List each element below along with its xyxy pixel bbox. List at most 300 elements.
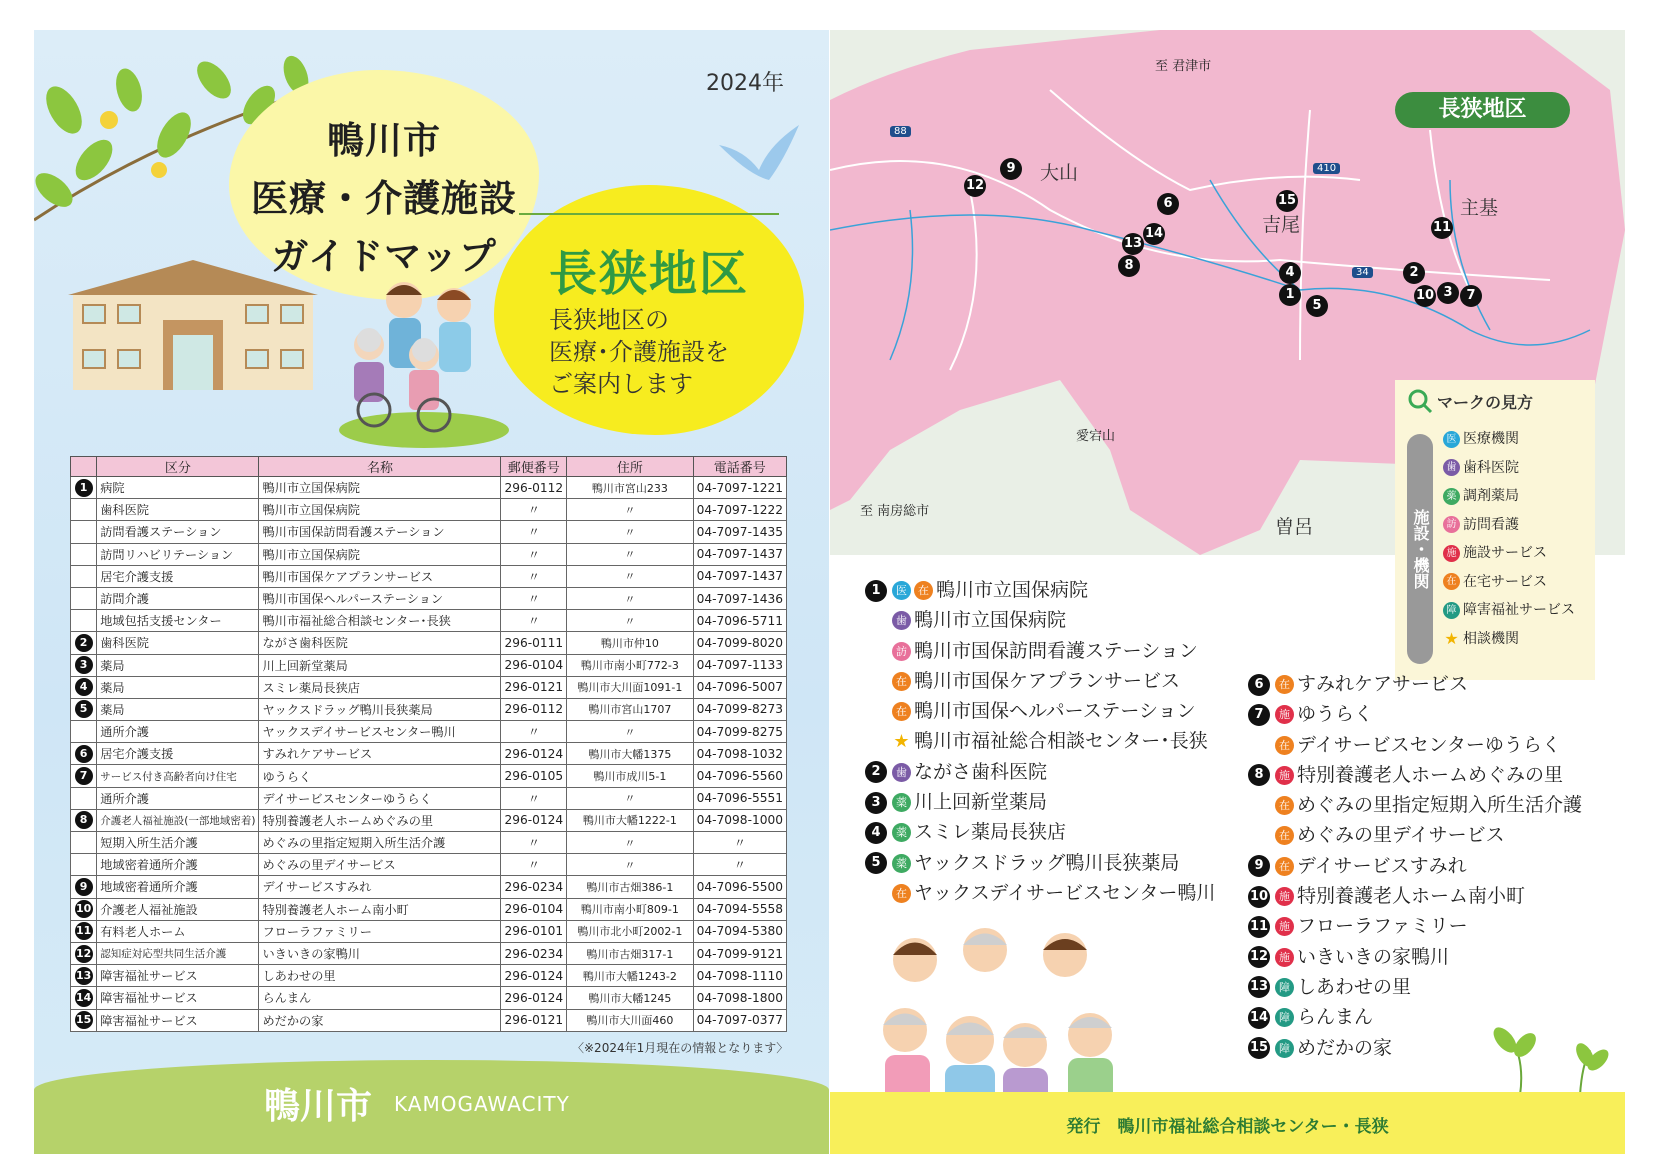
legend-mark-icon: 薬 bbox=[1443, 488, 1460, 505]
row-number bbox=[71, 521, 97, 543]
row-zip: 296-0105 bbox=[501, 765, 567, 787]
row-kubun: 薬局 bbox=[97, 654, 259, 676]
facility-number-badge: 1 bbox=[865, 580, 887, 602]
row-number bbox=[71, 832, 97, 854]
row-name: らんまん bbox=[259, 987, 501, 1009]
row-address: 鴨川市大幡1245 bbox=[567, 987, 694, 1009]
row-name: 鴨川市立国保病院 bbox=[259, 477, 501, 499]
row-number bbox=[71, 920, 97, 942]
row-address: 〃 bbox=[567, 854, 694, 876]
row-address: 鴨川市成川5-1 bbox=[567, 765, 694, 787]
row-address: 鴨川市大川面1091-1 bbox=[567, 676, 694, 698]
row-tel: 04-7097-0377 bbox=[693, 1009, 786, 1031]
facility-type-icon: 歯 bbox=[892, 763, 911, 782]
row-tel: 04-7096-5500 bbox=[693, 876, 786, 898]
row-tel: 04-7097-1436 bbox=[693, 587, 786, 609]
row-name: いきいきの家鴨川 bbox=[259, 942, 501, 964]
row-number bbox=[71, 565, 97, 587]
facility-type-icon: 訪 bbox=[892, 642, 911, 661]
facility-list-item bbox=[1248, 790, 1582, 820]
row-address: 鴨川市大幡1243-2 bbox=[567, 965, 694, 987]
row-zip: 296-0121 bbox=[501, 676, 567, 698]
area-badge bbox=[494, 185, 804, 435]
table-row bbox=[71, 942, 787, 964]
table-row bbox=[71, 477, 787, 499]
row-kubun: 居宅介護支援 bbox=[97, 743, 259, 765]
legend-label: 障害福祉サービス bbox=[1463, 602, 1575, 618]
facility-list-item bbox=[865, 605, 1215, 635]
row-kubun: サービス付き高齢者向け住宅 bbox=[97, 765, 259, 787]
row-number-badge: 5 bbox=[75, 700, 93, 718]
row-name: すみれケアサービス bbox=[259, 743, 501, 765]
facility-type-icon: 薬 bbox=[892, 823, 911, 842]
badge-line-3: ご案内します bbox=[549, 370, 693, 398]
row-kubun: 訪問介護 bbox=[97, 587, 259, 609]
facility-type-icon: 在 bbox=[914, 581, 933, 600]
row-name: フローラファミリー bbox=[259, 920, 501, 942]
table-row bbox=[71, 676, 787, 698]
facility-name: いきいきの家鴨川 bbox=[1297, 945, 1450, 968]
place-oyama: 大山 bbox=[1040, 162, 1079, 184]
year-label: 2024年 bbox=[706, 71, 784, 96]
row-kubun: 薬局 bbox=[97, 698, 259, 720]
row-kubun: 薬局 bbox=[97, 676, 259, 698]
facility-name: 鴨川市福祉総合相談センター･長狭 bbox=[914, 730, 1208, 753]
facility-list-item bbox=[1248, 881, 1582, 911]
legend-label: 施設サービス bbox=[1463, 545, 1547, 561]
map-pin-11: 11 bbox=[1431, 217, 1453, 239]
facility-name: フローラファミリー bbox=[1297, 915, 1468, 938]
place-yoshio: 吉尾 bbox=[1262, 214, 1301, 236]
place-soro: 曽呂 bbox=[1275, 516, 1314, 538]
legend-mark-icon: 障 bbox=[1443, 602, 1460, 619]
row-name: しあわせの里 bbox=[259, 965, 501, 987]
row-kubun: 障害福祉サービス bbox=[97, 965, 259, 987]
building-illustration bbox=[68, 260, 318, 390]
sprout-illustration bbox=[1490, 1015, 1610, 1095]
row-number bbox=[71, 543, 97, 565]
row-address: 〃 bbox=[567, 587, 694, 609]
table-row bbox=[71, 787, 787, 809]
facility-name: めぐみの里デイサービス bbox=[1297, 824, 1505, 847]
row-tel: 04-7099-8273 bbox=[693, 698, 786, 720]
facility-name: スミレ薬局長狭店 bbox=[914, 821, 1067, 844]
route-88: 88 bbox=[890, 126, 911, 137]
row-number-badge: 3 bbox=[75, 656, 93, 674]
row-number bbox=[71, 698, 97, 720]
row-tel: 04-7096-5551 bbox=[693, 787, 786, 809]
legend-label: 歯科医院 bbox=[1463, 459, 1519, 476]
table-row bbox=[71, 809, 787, 831]
legend-item bbox=[1443, 542, 1547, 562]
row-number bbox=[71, 809, 97, 831]
row-kubun: 通所介護 bbox=[97, 721, 259, 743]
row-zip: 〃 bbox=[501, 543, 567, 565]
route-410: 410 bbox=[1313, 163, 1340, 174]
facility-list-item bbox=[1248, 669, 1582, 699]
row-zip: 296-0112 bbox=[501, 698, 567, 720]
row-number bbox=[71, 942, 97, 964]
facility-type-icon: 薬 bbox=[892, 793, 911, 812]
direction-minamiboso: 至 南房総市 bbox=[860, 504, 930, 519]
row-zip: 296-0101 bbox=[501, 920, 567, 942]
row-address: 鴨川市大川面460 bbox=[567, 1009, 694, 1031]
row-zip: 〃 bbox=[501, 499, 567, 521]
row-address: 〃 bbox=[567, 832, 694, 854]
legend-label: 在宅サービス bbox=[1463, 573, 1547, 590]
facility-list-item bbox=[865, 787, 1215, 817]
row-tel: 04-7098-1800 bbox=[693, 987, 786, 1009]
table-row bbox=[71, 565, 787, 587]
row-tel: 04-7098-1032 bbox=[693, 743, 786, 765]
row-number bbox=[71, 721, 97, 743]
table-row bbox=[71, 721, 787, 743]
right-panel bbox=[830, 30, 1625, 1154]
facility-name: しあわせの里 bbox=[1297, 975, 1412, 998]
row-zip: 296-0234 bbox=[501, 942, 567, 964]
map-pin-8: 8 bbox=[1118, 255, 1140, 277]
row-number-badge: 10 bbox=[75, 900, 93, 918]
caregivers-illustration bbox=[334, 270, 514, 450]
row-number-badge: 2 bbox=[75, 634, 93, 652]
place-atagoyama: 愛宕山 bbox=[1076, 429, 1116, 444]
row-zip: 296-0121 bbox=[501, 1009, 567, 1031]
row-number bbox=[71, 965, 97, 987]
row-address: 〃 bbox=[567, 610, 694, 632]
row-number-badge: 8 bbox=[75, 811, 93, 829]
row-tel: 04-7097-1221 bbox=[693, 477, 786, 499]
row-number bbox=[71, 587, 97, 609]
table-header-row bbox=[71, 457, 787, 477]
row-kubun: 介護老人福祉施設 bbox=[97, 898, 259, 920]
header-name: 名称 bbox=[259, 457, 501, 477]
row-zip: 296-0111 bbox=[501, 632, 567, 654]
facility-number-badge: 5 bbox=[865, 852, 887, 874]
row-address: 〃 bbox=[567, 543, 694, 565]
row-zip: 296-0124 bbox=[501, 987, 567, 1009]
row-number bbox=[71, 898, 97, 920]
row-tel: 04-7096-5560 bbox=[693, 765, 786, 787]
row-address: 鴨川市大幡1375 bbox=[567, 743, 694, 765]
row-tel: 04-7099-8020 bbox=[693, 632, 786, 654]
facility-list-item bbox=[865, 878, 1215, 908]
map-pin-14: 14 bbox=[1143, 223, 1165, 245]
facility-name: ながさ歯科医院 bbox=[914, 760, 1048, 783]
facility-number-badge: 7 bbox=[1248, 704, 1270, 726]
facility-list-left bbox=[865, 575, 1215, 908]
legend-item bbox=[1443, 628, 1519, 648]
row-name: 鴨川市国保ケアプランサービス bbox=[259, 565, 501, 587]
row-number-badge: 15 bbox=[75, 1011, 93, 1029]
row-zip: 296-0124 bbox=[501, 965, 567, 987]
facility-table bbox=[70, 456, 787, 1032]
legend-mark-icon: 訪 bbox=[1443, 516, 1460, 533]
route-34: 34 bbox=[1352, 267, 1373, 278]
row-number-badge: 9 bbox=[75, 878, 93, 896]
row-number bbox=[71, 854, 97, 876]
table-note: 〈※2024年1月現在の情報となります〉 bbox=[572, 1041, 789, 1055]
row-address: 鴨川市古畑386-1 bbox=[567, 876, 694, 898]
row-number bbox=[71, 765, 97, 787]
row-number-badge: 6 bbox=[75, 745, 93, 763]
facility-type-icon: 障 bbox=[1275, 1039, 1294, 1058]
header-tel: 電話番号 bbox=[693, 457, 786, 477]
table-row bbox=[71, 832, 787, 854]
row-tel: 04-7099-8275 bbox=[693, 721, 786, 743]
legend-mark-icon: 施 bbox=[1443, 545, 1460, 562]
row-number bbox=[71, 743, 97, 765]
map-pin-7: 7 bbox=[1460, 285, 1482, 307]
facility-name: ヤックスデイサービスセンター鴨川 bbox=[914, 881, 1216, 904]
facility-list-item bbox=[1248, 730, 1582, 760]
row-name: 鴨川市福祉総合相談センター･長狭 bbox=[259, 610, 501, 632]
facility-list-item bbox=[1248, 851, 1582, 881]
facility-type-icon: 在 bbox=[892, 702, 911, 721]
map-pin-6: 6 bbox=[1157, 193, 1179, 215]
row-tel: 04-7096-5711 bbox=[693, 610, 786, 632]
row-kubun: 居宅介護支援 bbox=[97, 565, 259, 587]
row-tel: 04-7097-1437 bbox=[693, 565, 786, 587]
badge-line-2: 医療･介護施設を bbox=[549, 338, 729, 366]
facility-name: 鴨川市国保訪問看護ステーション bbox=[914, 639, 1198, 662]
footer-bar bbox=[830, 1092, 1625, 1154]
row-kubun: 地域密着通所介護 bbox=[97, 876, 259, 898]
row-number bbox=[71, 610, 97, 632]
legend-item bbox=[1443, 457, 1519, 477]
facility-type-icon: 歯 bbox=[892, 611, 911, 630]
row-number-badge: 12 bbox=[75, 945, 93, 963]
row-address: 〃 bbox=[567, 721, 694, 743]
row-tel: 04-7096-5007 bbox=[693, 676, 786, 698]
map-area-badge: 長狭地区 bbox=[1395, 92, 1570, 128]
row-zip: 〃 bbox=[501, 787, 567, 809]
row-number bbox=[71, 499, 97, 521]
facility-type-icon: 障 bbox=[1275, 978, 1294, 997]
table-row bbox=[71, 965, 787, 987]
facility-list-item bbox=[1248, 942, 1582, 972]
row-kubun: 訪問看護ステーション bbox=[97, 521, 259, 543]
row-zip: 296-0124 bbox=[501, 743, 567, 765]
row-number bbox=[71, 1009, 97, 1031]
table-row bbox=[71, 854, 787, 876]
row-kubun: 病院 bbox=[97, 477, 259, 499]
row-zip: 〃 bbox=[501, 610, 567, 632]
footer-publisher: 発行 鴨川市福祉総合相談センター・長狭 bbox=[1066, 1117, 1389, 1137]
legend-title: マークの見方 bbox=[1437, 393, 1534, 412]
facility-list-item bbox=[865, 575, 1215, 605]
row-name: 鴨川市国保ヘルパーステーション bbox=[259, 587, 501, 609]
title-line-1: 鴨川市 bbox=[327, 119, 441, 162]
facility-number-badge: 15 bbox=[1248, 1037, 1270, 1059]
map-pin-12: 12 bbox=[964, 175, 986, 197]
facility-type-icon: 在 bbox=[892, 884, 911, 903]
facility-name: めぐみの里指定短期入所生活介護 bbox=[1297, 794, 1583, 817]
row-number bbox=[71, 987, 97, 1009]
facility-type-icon: 在 bbox=[1275, 675, 1294, 694]
facility-list-item bbox=[1248, 820, 1582, 850]
table-row bbox=[71, 1009, 787, 1031]
facility-name: デイサービスすみれ bbox=[1297, 854, 1467, 877]
facility-type-icon: ★ bbox=[893, 731, 910, 753]
facility-name: らんまん bbox=[1297, 1006, 1374, 1029]
facility-list-item bbox=[865, 636, 1215, 666]
facility-type-icon: 在 bbox=[1275, 796, 1294, 815]
row-tel: 04-7094-5380 bbox=[693, 920, 786, 942]
facility-type-icon: 薬 bbox=[892, 854, 911, 873]
row-kubun: 通所介護 bbox=[97, 787, 259, 809]
facility-list-right bbox=[1248, 669, 1582, 1063]
row-name: ヤックスデイサービスセンター鴨川 bbox=[259, 721, 501, 743]
facility-name: 鴨川市国保ケアプランサービス bbox=[914, 669, 1181, 692]
row-tel: 〃 bbox=[693, 832, 786, 854]
legend-label: 相談機関 bbox=[1463, 630, 1519, 647]
row-name: 特別養護老人ホーム南小町 bbox=[259, 898, 501, 920]
header-kubun: 区分 bbox=[97, 457, 259, 477]
facility-list-item bbox=[865, 757, 1215, 787]
row-number bbox=[71, 876, 97, 898]
row-zip: 〃 bbox=[501, 854, 567, 876]
header-no bbox=[71, 457, 97, 477]
table-row bbox=[71, 632, 787, 654]
facility-name: めだかの家 bbox=[1297, 1036, 1393, 1059]
row-tel: 〃 bbox=[693, 854, 786, 876]
facility-list-item bbox=[1248, 911, 1582, 941]
map-pin-15: 15 bbox=[1276, 190, 1298, 212]
row-name: 鴨川市国保訪問看護ステーション bbox=[259, 521, 501, 543]
row-name: めぐみの里指定短期入所生活介護 bbox=[259, 832, 501, 854]
legend-label: 医療機関 bbox=[1463, 431, 1519, 447]
direction-kimitsu: 至 君津市 bbox=[1155, 59, 1212, 74]
row-zip: 〃 bbox=[501, 587, 567, 609]
row-tel: 04-7098-1110 bbox=[693, 965, 786, 987]
row-kubun: 障害福祉サービス bbox=[97, 1009, 259, 1031]
map-pin-10: 10 bbox=[1414, 285, 1436, 307]
row-number-badge: 7 bbox=[75, 767, 93, 785]
table-row bbox=[71, 521, 787, 543]
row-name: スミレ薬局長狭店 bbox=[259, 676, 501, 698]
row-number bbox=[71, 632, 97, 654]
row-address: 〃 bbox=[567, 787, 694, 809]
badge-line-1: 長狭地区の bbox=[549, 306, 669, 334]
table-row bbox=[71, 898, 787, 920]
row-kubun: 地域密着通所介護 bbox=[97, 854, 259, 876]
row-number bbox=[71, 787, 97, 809]
row-kubun: 歯科医院 bbox=[97, 499, 259, 521]
facility-list-item bbox=[865, 817, 1215, 847]
legend-item bbox=[1443, 571, 1547, 591]
map-pin-13: 13 bbox=[1122, 233, 1144, 255]
map-pin-1: 1 bbox=[1279, 284, 1301, 306]
search-icon bbox=[1407, 388, 1433, 414]
facility-name: ゆうらく bbox=[1297, 703, 1374, 726]
row-zip: 〃 bbox=[501, 565, 567, 587]
facility-type-icon: 在 bbox=[1275, 857, 1294, 876]
facility-type-icon: 在 bbox=[892, 672, 911, 691]
row-name: めぐみの里デイサービス bbox=[259, 854, 501, 876]
facility-list-item bbox=[865, 726, 1215, 756]
row-kubun: 地域包括支援センター bbox=[97, 610, 259, 632]
facility-type-icon: 施 bbox=[1275, 705, 1294, 724]
row-address: 鴨川市南小町809-1 bbox=[567, 898, 694, 920]
facility-number-badge: 13 bbox=[1248, 976, 1270, 998]
bird-icon bbox=[714, 125, 804, 185]
facility-type-icon: 施 bbox=[1275, 948, 1294, 967]
row-tel: 04-7098-1000 bbox=[693, 809, 786, 831]
row-kubun: 障害福祉サービス bbox=[97, 987, 259, 1009]
facility-type-icon: 在 bbox=[1275, 736, 1294, 755]
table-row bbox=[71, 987, 787, 1009]
row-kubun: 短期入所生活介護 bbox=[97, 832, 259, 854]
place-suki: 主基 bbox=[1460, 197, 1499, 219]
row-address: 鴨川市大幡1222-1 bbox=[567, 809, 694, 831]
header-zip: 郵便番号 bbox=[501, 457, 567, 477]
table-body bbox=[71, 477, 787, 1032]
facility-number-badge: 3 bbox=[865, 792, 887, 814]
row-zip: 〃 bbox=[501, 832, 567, 854]
row-kubun: 訪問リハビリテーション bbox=[97, 543, 259, 565]
row-number-badge: 4 bbox=[75, 678, 93, 696]
facility-name: ヤックスドラッグ鴨川長狭薬局 bbox=[914, 851, 1180, 874]
row-kubun: 有料老人ホーム bbox=[97, 920, 259, 942]
facility-number-badge: 9 bbox=[1248, 855, 1270, 877]
legend-item bbox=[1443, 485, 1519, 505]
row-name: デイサービスセンターゆうらく bbox=[259, 787, 501, 809]
row-tel: 04-7097-1437 bbox=[693, 543, 786, 565]
legend-mark-icon: 歯 bbox=[1443, 459, 1460, 476]
left-panel bbox=[34, 30, 829, 1154]
table-row bbox=[71, 765, 787, 787]
facility-list-item bbox=[865, 666, 1215, 696]
title-line-3: ガイドマップ bbox=[271, 235, 497, 278]
facility-number-badge: 14 bbox=[1248, 1007, 1270, 1029]
facility-name: 特別養護老人ホーム南小町 bbox=[1297, 885, 1526, 908]
facility-number-badge: 10 bbox=[1248, 886, 1270, 908]
row-number-badge: 1 bbox=[75, 479, 93, 497]
header-address: 住所 bbox=[567, 457, 694, 477]
facility-number-badge: 4 bbox=[865, 822, 887, 844]
legend-item bbox=[1443, 599, 1575, 619]
facility-list-item bbox=[1248, 760, 1582, 790]
seniors-group-illustration bbox=[875, 920, 1125, 1120]
facility-number-badge: 11 bbox=[1248, 916, 1270, 938]
legend-item bbox=[1443, 428, 1519, 448]
row-kubun: 歯科医院 bbox=[97, 632, 259, 654]
row-number-badge: 14 bbox=[75, 989, 93, 1007]
facility-number-badge: 12 bbox=[1248, 946, 1270, 968]
row-zip: 296-0112 bbox=[501, 477, 567, 499]
facility-number-badge: 2 bbox=[865, 761, 887, 783]
facility-list-item bbox=[1248, 972, 1582, 1002]
map-pin-9: 9 bbox=[1000, 158, 1022, 180]
table-row bbox=[71, 499, 787, 521]
row-address: 〃 bbox=[567, 565, 694, 587]
row-tel: 04-7097-1222 bbox=[693, 499, 786, 521]
row-zip: 296-0104 bbox=[501, 654, 567, 676]
map-pin-2: 2 bbox=[1403, 262, 1425, 284]
row-tel: 04-7097-1133 bbox=[693, 654, 786, 676]
city-logo: 鴨川市 bbox=[264, 1086, 373, 1127]
legend-vertical-label: 施設・機関 bbox=[1407, 434, 1433, 664]
row-name: ヤックスドラッグ鴨川長狭薬局 bbox=[259, 698, 501, 720]
row-address: 鴨川市宮山233 bbox=[567, 477, 694, 499]
row-zip: 296-0104 bbox=[501, 898, 567, 920]
row-kubun: 認知症対応型共同生活介護 bbox=[97, 942, 259, 964]
city-logo-en: KAMOGAWACITY bbox=[394, 1092, 570, 1116]
title-line-2: 医療・介護施設 bbox=[251, 177, 517, 220]
row-number bbox=[71, 676, 97, 698]
legend-mark-icon: 医 bbox=[1443, 431, 1460, 448]
row-kubun: 介護老人福祉施設(一部地域密着) bbox=[97, 809, 259, 831]
